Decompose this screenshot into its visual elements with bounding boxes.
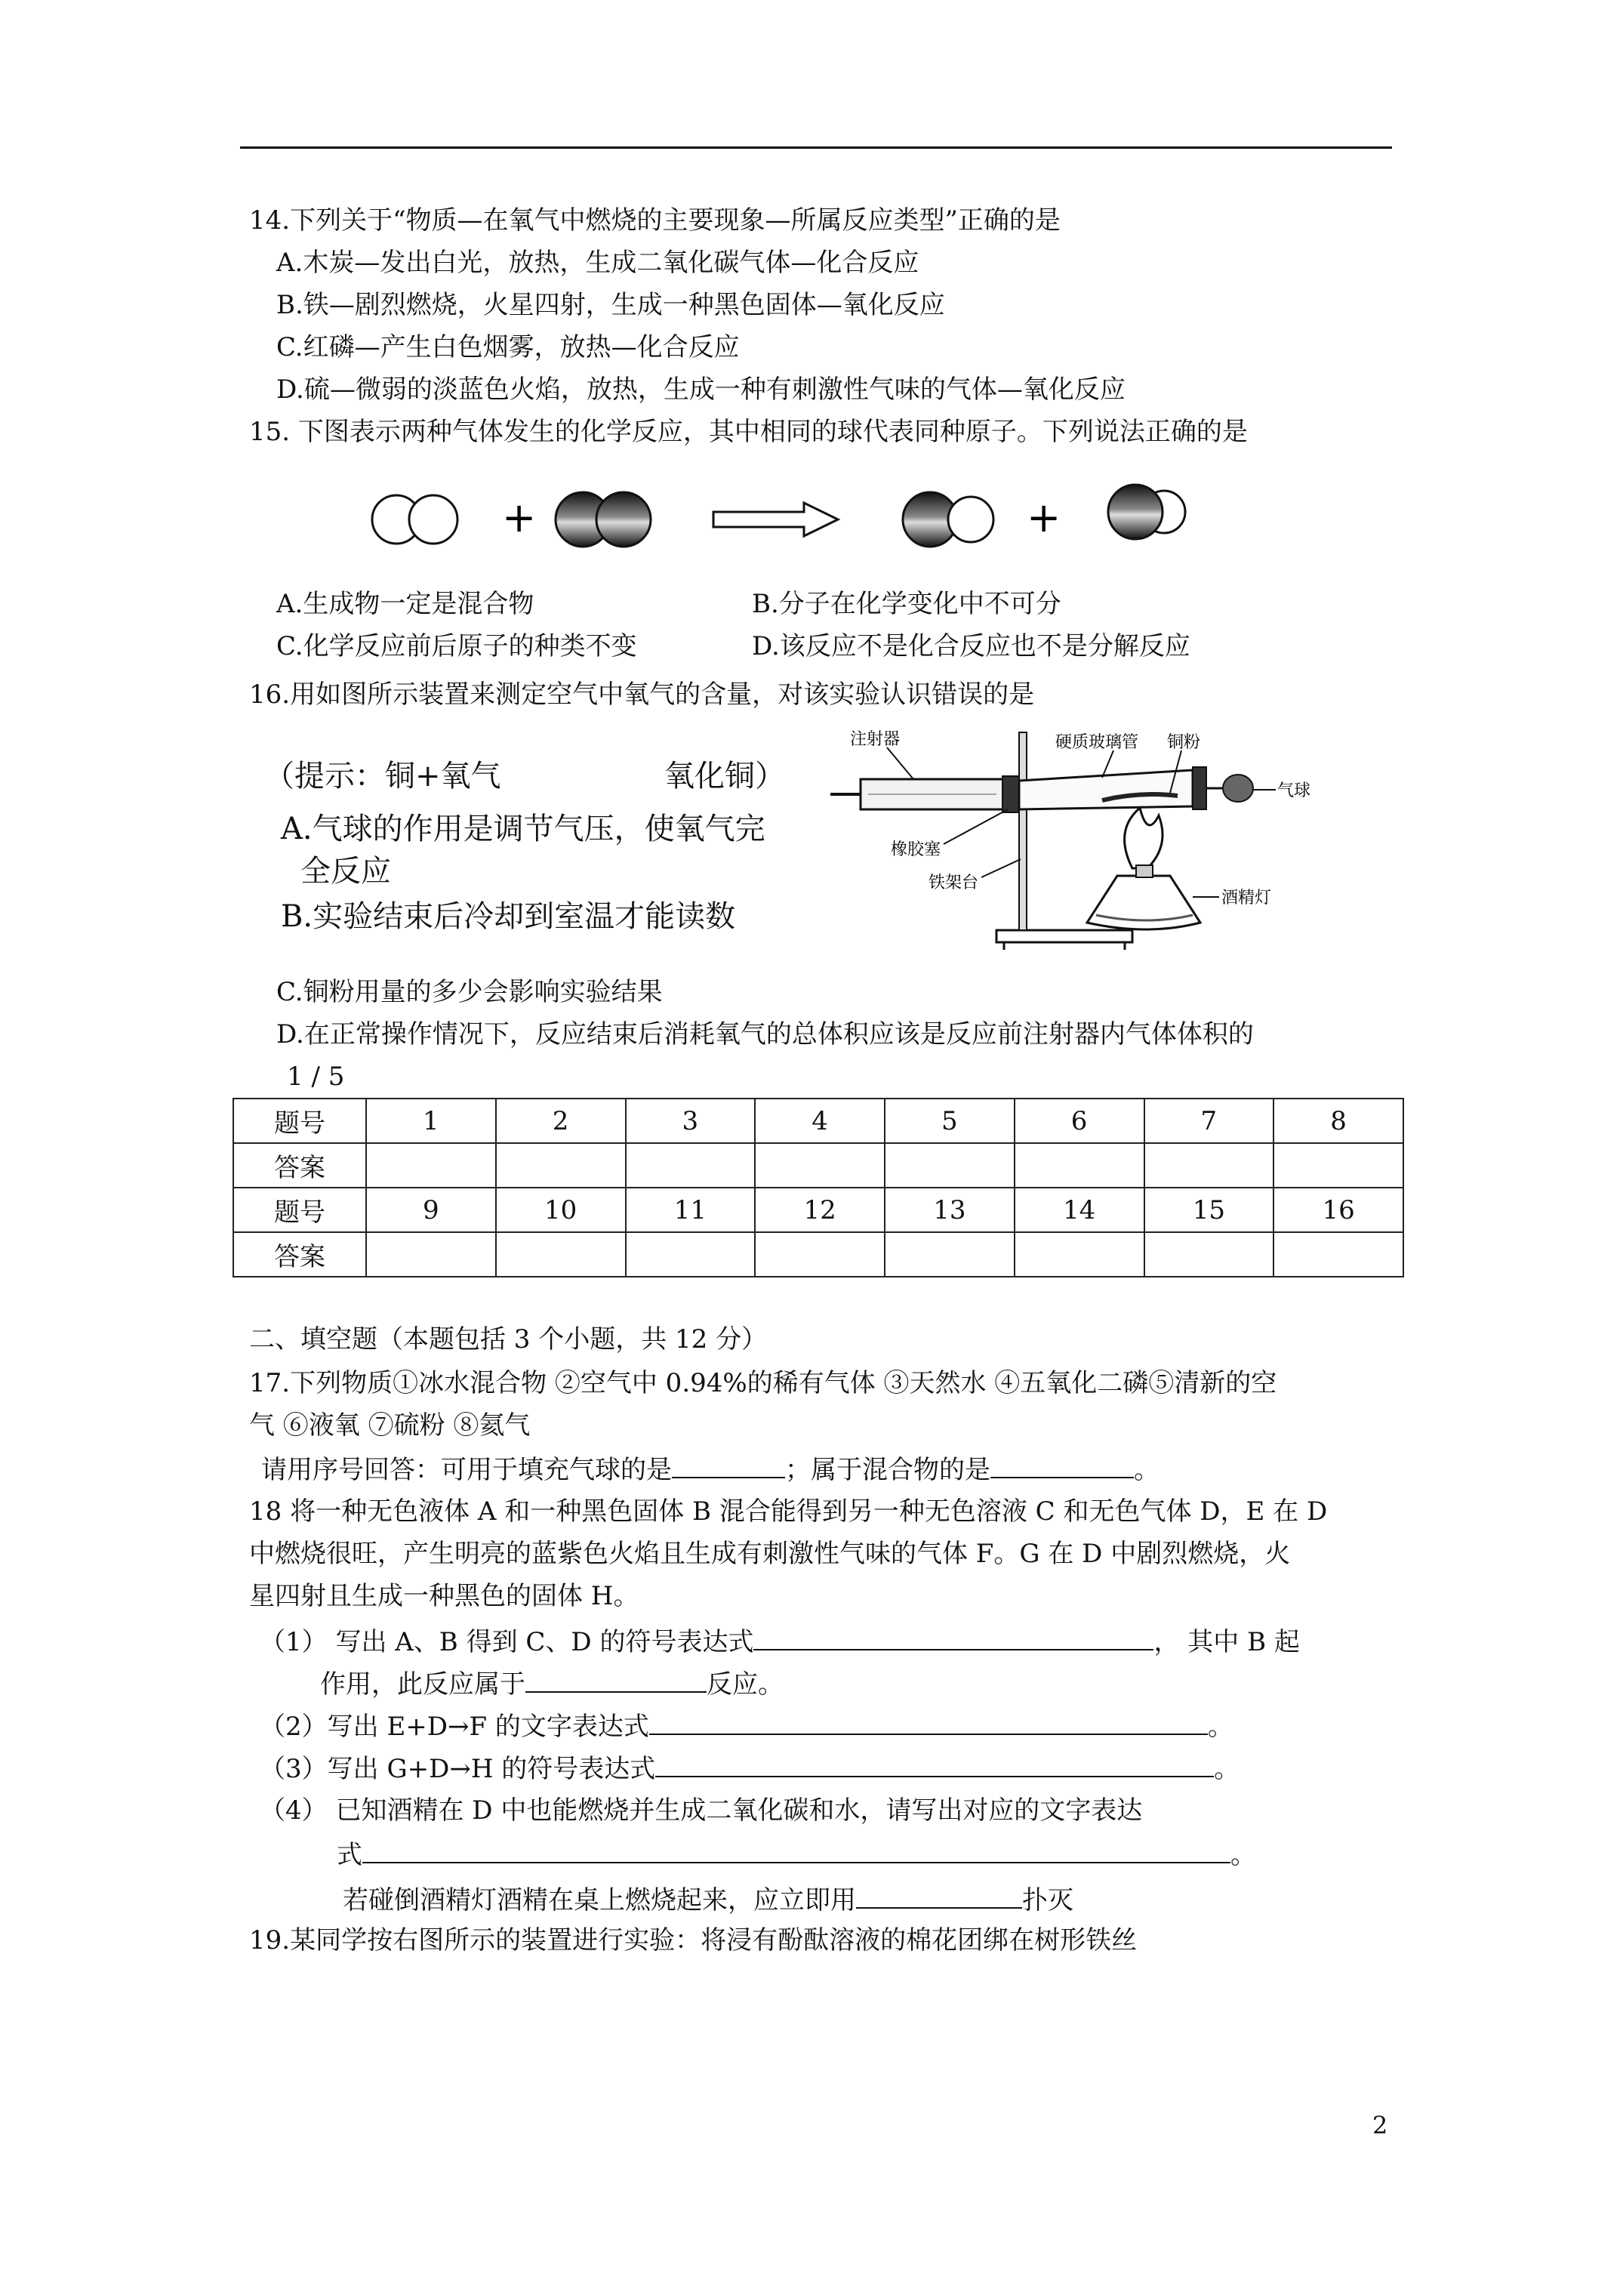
page-number: 2 (1372, 2111, 1388, 2140)
table-row (233, 1232, 1403, 1277)
answer-cell[interactable] (626, 1143, 756, 1188)
q18-sub4-end: 。 (1230, 1840, 1256, 1870)
q18-sub1-prompt: （1） 写出 A、B 得到 C、D 的符号表达式 (260, 1627, 754, 1657)
q18-blank-alcohol-eq[interactable] (362, 1836, 1230, 1863)
q18-blank-word-eq[interactable] (649, 1708, 1208, 1735)
header-rule (240, 146, 1392, 149)
table-cell: 14 (1015, 1188, 1144, 1232)
answer-cell[interactable] (1273, 1143, 1403, 1188)
table-cell: 12 (755, 1188, 885, 1232)
table-cell: 6 (1015, 1099, 1144, 1143)
q16-stem: 16.用如图所示装置来测定空气中氧气的含量，对该实验认识错误的是 (249, 680, 1035, 710)
table-cell: 9 (366, 1188, 496, 1232)
q16-option-b: B.实验结束后冷却到室温才能读数 (281, 899, 736, 934)
plus-sign-2: + (1027, 494, 1061, 541)
apparatus-diagram (815, 717, 1344, 959)
answer-cell[interactable] (496, 1143, 626, 1188)
q17-prompt-c: 。 (1134, 1455, 1160, 1485)
q18-line3: 星四射且生成一种黑色的固体 H。 (249, 1581, 639, 1611)
answer-cell[interactable] (1015, 1232, 1144, 1277)
q14-option-d: D.硫—微弱的淡蓝色火焰，放热，生成一种有刺激性气味的气体—氧化反应 (276, 374, 1126, 405)
q18-blank-reaction-type[interactable] (525, 1666, 707, 1693)
answer-cell[interactable] (1015, 1143, 1144, 1188)
q18-sub4-fire-end: 扑灭 (1022, 1885, 1073, 1915)
label-stand: 铁架台 (929, 874, 979, 892)
label-syringe: 注射器 (850, 730, 901, 749)
answer-cell[interactable] (496, 1232, 626, 1277)
row-label-answer: 答案 (233, 1143, 366, 1188)
q18-blank-symbol-eq-2[interactable] (655, 1750, 1214, 1777)
table-cell: 8 (1273, 1099, 1403, 1143)
q18-sub1-role: 作用，此反应属于 (320, 1669, 525, 1700)
q18-blank-symbol-eq[interactable] (753, 1623, 1153, 1650)
row-label-number: 题号 (233, 1099, 366, 1143)
table-cell: 1 (366, 1099, 496, 1143)
table-row (233, 1099, 1403, 1143)
white-molecule (372, 495, 457, 544)
reaction-diagram (362, 468, 1223, 574)
q18-sub3 (260, 1750, 1240, 1786)
answer-cell[interactable] (755, 1232, 885, 1277)
q17-line1: 17.下列物质①冰水混合物 ②空气中 0.94%的稀有气体 ③天然水 ④五氧化二磷⑤清新的空 (249, 1368, 1277, 1398)
q18-sub4-line3 (343, 1881, 1073, 1917)
q18-line2: 中燃烧很旺，产生明亮的蓝紫色火焰且生成有刺激性气味的气体 F。G 在 D 中剧烈燃烧，火 (249, 1539, 1291, 1569)
answer-cell[interactable] (1144, 1143, 1274, 1188)
answer-cell[interactable] (1144, 1232, 1274, 1277)
answer-cell[interactable] (366, 1232, 496, 1277)
q15-option-d: D.该反应不是化合反应也不是分解反应 (752, 631, 1190, 661)
q16-option-a-line2: 全反应 (300, 854, 391, 889)
product-molecule-1 (903, 492, 993, 547)
row-label-number: 题号 (233, 1188, 366, 1232)
answer-cell[interactable] (366, 1143, 496, 1188)
reaction-arrow (713, 503, 838, 536)
plus-sign-1: + (502, 494, 537, 541)
q18-sub4-line1: （4） 已知酒精在 D 中也能燃烧并生成二氧化碳和水，请写出对应的文字表达 (260, 1795, 1143, 1826)
q16-option-c: C.铜粉用量的多少会影响实验结果 (276, 977, 663, 1007)
q18-sub1-line2 (320, 1666, 784, 1701)
q18-sub4-prefix: 式 (337, 1840, 362, 1870)
label-stopper: 橡胶塞 (891, 840, 941, 859)
q14-option-b: B.铁—剧烈燃烧，火星四射，生成一种黑色固体—氧化反应 (276, 290, 945, 320)
q18-sub2-prompt: （2）写出 E+D→F 的文字表达式 (260, 1712, 649, 1742)
q14-option-a: A.木炭—发出白光，放热，生成二氧化碳气体—化合反应 (276, 248, 919, 278)
q18-sub4-fire-prompt: 若碰倒酒精灯酒精在桌上燃烧起来，应立即用 (343, 1885, 856, 1915)
q17-line3 (261, 1451, 1160, 1487)
q14-option-c: C.红磷—产生白色烟雾，放热—化合反应 (276, 332, 740, 362)
table-row (233, 1143, 1403, 1188)
label-balloon: 气球 (1277, 781, 1311, 800)
answer-cell[interactable] (885, 1232, 1015, 1277)
q16-hint-right: 氧化铜） (664, 759, 785, 794)
product-molecule-2 (1108, 485, 1185, 539)
table-cell: 4 (755, 1099, 885, 1143)
table-cell: 16 (1273, 1188, 1403, 1232)
answer-table (233, 1098, 1404, 1277)
table-row (233, 1188, 1403, 1232)
table-cell: 11 (626, 1188, 756, 1232)
q14-stem: 14.下列关于“物质—在氧气中燃烧的主要现象—所属反应类型”正确的是 (249, 205, 1061, 236)
table-cell: 15 (1144, 1188, 1274, 1232)
q18-sub4-line2 (337, 1836, 1256, 1872)
q18-sub1-tail: ， 其中 B 起 (1153, 1627, 1300, 1657)
table-cell: 5 (885, 1099, 1015, 1143)
q15-option-a: A.生成物一定是混合物 (276, 589, 534, 619)
dark-molecule (556, 492, 651, 547)
row-label-answer: 答案 (233, 1232, 366, 1277)
answer-cell[interactable] (885, 1143, 1015, 1188)
answer-cell[interactable] (1273, 1232, 1403, 1277)
table-cell: 3 (626, 1099, 756, 1143)
answer-cell[interactable] (755, 1143, 885, 1188)
q17-prompt-a: 请用序号回答：可用于填充气球的是 (261, 1455, 672, 1485)
q18-sub2-end: 。 (1207, 1712, 1233, 1742)
table-cell: 2 (496, 1099, 626, 1143)
q17-blank-balloon[interactable] (672, 1451, 785, 1478)
q16-option-d-line2: 1 / 5 (287, 1062, 345, 1092)
q18-sub2 (260, 1708, 1233, 1743)
q18-sub1-end: 反应。 (707, 1669, 784, 1700)
table-cell: 7 (1144, 1099, 1274, 1143)
label-copper: 铜粉 (1167, 733, 1201, 752)
q17-line2: 气 ⑥液氧 ⑦硫粉 ⑧氦气 (249, 1410, 531, 1441)
q15-stem: 15. 下图表示两种气体发生的化学反应，其中相同的球代表同种原子。下列说法正确的是 (249, 417, 1248, 447)
q15-option-c: C.化学反应前后原子的种类不变 (276, 631, 637, 661)
q18-line1: 18 将一种无色液体 A 和一种黑色固体 B 混合能得到另一种无色溶液 C 和无色气体 D，E 在 D (249, 1496, 1328, 1527)
q18-blank-extinguish[interactable] (856, 1881, 1022, 1909)
table-cell: 10 (496, 1188, 626, 1232)
label-glass-tube: 硬质玻璃管 (1055, 733, 1139, 752)
q16-option-d-line1: D.在正常操作情况下，反应结束后消耗氧气的总体积应该是反应前注射器内气体体积的 (276, 1019, 1254, 1049)
q16-hint-left: （提示：铜+氧气 (264, 759, 501, 794)
q17-blank-mixture[interactable] (990, 1451, 1134, 1478)
table-cell: 13 (885, 1188, 1015, 1232)
answer-cell[interactable] (626, 1232, 756, 1277)
q19-line1: 19.某同学按右图所示的装置进行实验：将浸有酚酞溶液的棉花团绑在树形铁丝 (249, 1925, 1138, 1955)
q18-sub3-end: 。 (1214, 1754, 1240, 1784)
q17-prompt-b: ；属于混合物的是 (785, 1455, 990, 1485)
q15-option-b: B.分子在化学变化中不可分 (752, 589, 1061, 619)
q16-option-a-line1: A.气球的作用是调节气压，使氧气完 (281, 812, 765, 846)
label-lamp: 酒精灯 (1221, 889, 1272, 908)
q18-sub1-line1 (260, 1623, 1300, 1659)
section2-title: 二、填空题（本题包括 3 个小题，共 12 分） (249, 1324, 768, 1354)
q18-sub3-prompt: （3）写出 G+D→H 的符号表达式 (260, 1754, 656, 1784)
